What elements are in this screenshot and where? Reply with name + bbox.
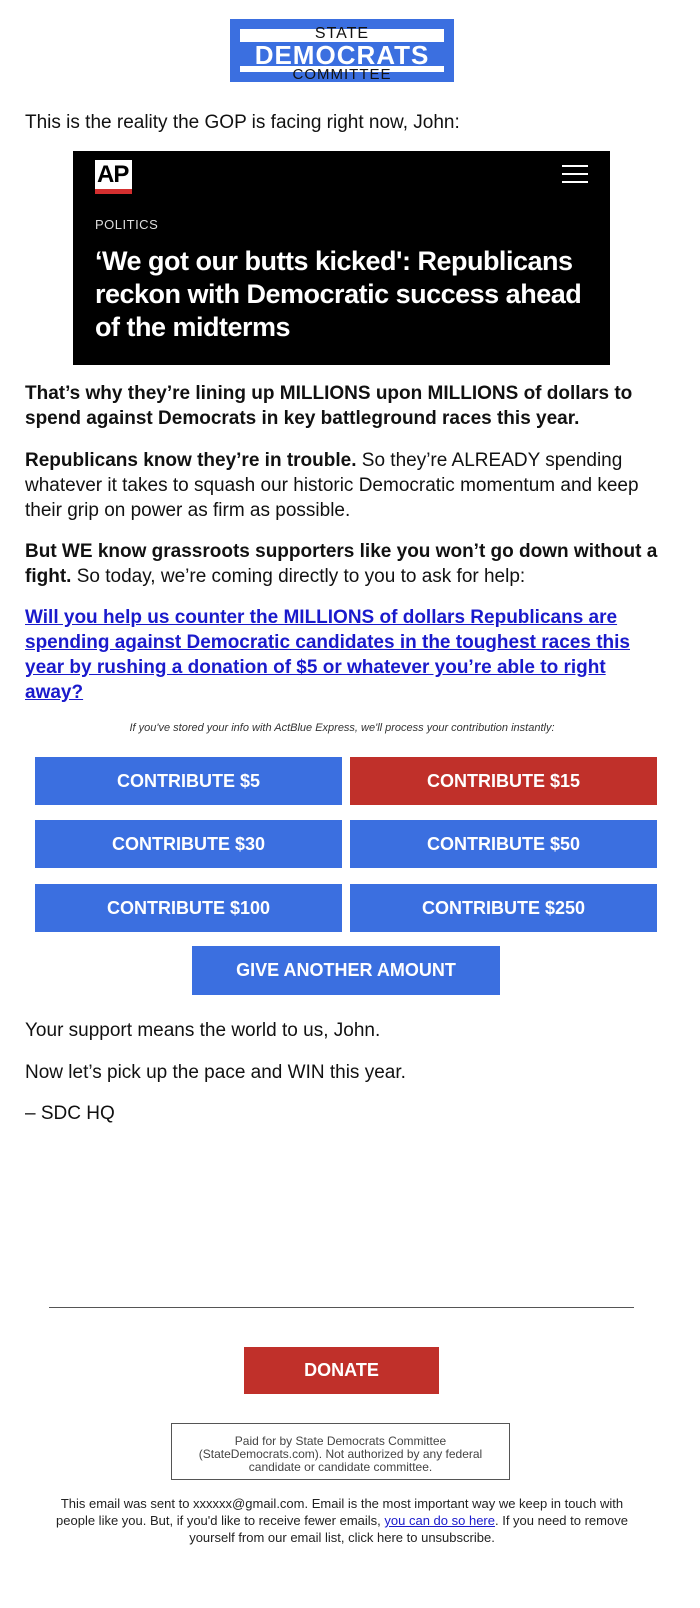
actblue-express-note: If you've stored your info with ActBlue Express, we'll process your contribution instantly: <box>129 722 555 734</box>
paragraph-grassroots-bold: But WE know grassroots supporters like you won’t go down without a fight. <box>25 541 658 587</box>
contribute-5-button[interactable]: CONTRIBUTE $5 <box>35 757 342 805</box>
state-democrats-logo <box>230 19 454 82</box>
paragraph-grassroots <box>25 539 665 589</box>
paragraph-millions: That’s why they’re lining up MILLIONS upon MILLIONS of dollars to spend against Democrats in key battleground races this year. <box>25 383 633 429</box>
donation-ask-link[interactable]: Will you help us counter the MILLIONS of dollars Republicans are spending against Democratic candidates in the toughest races this year by rushing a donation of $5 or whatever you’re able to right away? <box>25 607 630 703</box>
fewer-emails-link[interactable]: you can do so here <box>384 1513 495 1528</box>
ap-logo-text: AP <box>97 161 129 188</box>
paragraph-grassroots-rest: So today, we’re coming directly to you to ask for help: <box>71 566 526 587</box>
closing-pace-text: Now let’s pick up the pace and WIN this year. <box>25 1062 406 1083</box>
paid-for-disclaimer: Paid for by State Democrats Committee (StateDemocrats.com). Not authorized by any federal candidate or candidate committee. <box>171 1423 510 1480</box>
news-headline: ‘We got our butts kicked': Republicans reckon with Democratic success ahead of the midterms <box>95 246 582 342</box>
contribute-250-button[interactable]: CONTRIBUTE $250 <box>350 884 657 932</box>
intro-text: This is the reality the GOP is facing right now, John: <box>25 112 460 133</box>
logo-inner <box>240 25 444 83</box>
logo-top-text: STATE <box>314 25 370 42</box>
divider <box>49 1307 634 1308</box>
contribute-30-button[interactable]: CONTRIBUTE $30 <box>35 820 342 868</box>
paragraph-trouble-bold: Republicans know they’re in trouble. <box>25 450 357 471</box>
news-section-label: POLITICS <box>95 217 159 232</box>
contribute-15-button[interactable]: CONTRIBUTE $15 <box>350 757 657 805</box>
hamburger-menu-icon <box>562 165 588 183</box>
paragraph-trouble-rest: So they’re ALREADY spending whatever it takes to squash our historic Democratic momentum and keep their grip on power as firm as possible. <box>25 450 639 521</box>
email-footer <box>40 1495 644 1546</box>
paragraph-trouble <box>25 448 665 523</box>
ap-logo-icon <box>95 160 132 194</box>
logo-middle-text: DEMOCRATS <box>230 42 454 66</box>
footer-text-before: This email was sent to xxxxxx@gmail.com. Email is the most important way we keep in touch with people like you. But, if you'd like to receive fewer emails, <box>56 1496 624 1528</box>
footer-text-after: . If you need to remove yourself from our email list, click here to unsubscribe. <box>189 1513 628 1545</box>
news-screenshot-image <box>73 151 610 365</box>
contribute-50-button[interactable]: CONTRIBUTE $50 <box>350 820 657 868</box>
signature: – SDC HQ <box>25 1103 115 1124</box>
logo-bottom-text: COMMITTEE <box>292 66 392 83</box>
contribute-100-button[interactable]: CONTRIBUTE $100 <box>35 884 342 932</box>
donate-button[interactable]: DONATE <box>244 1347 439 1394</box>
give-another-amount-button[interactable]: GIVE ANOTHER AMOUNT <box>192 946 500 995</box>
closing-support-text: Your support means the world to us, John. <box>25 1020 381 1041</box>
